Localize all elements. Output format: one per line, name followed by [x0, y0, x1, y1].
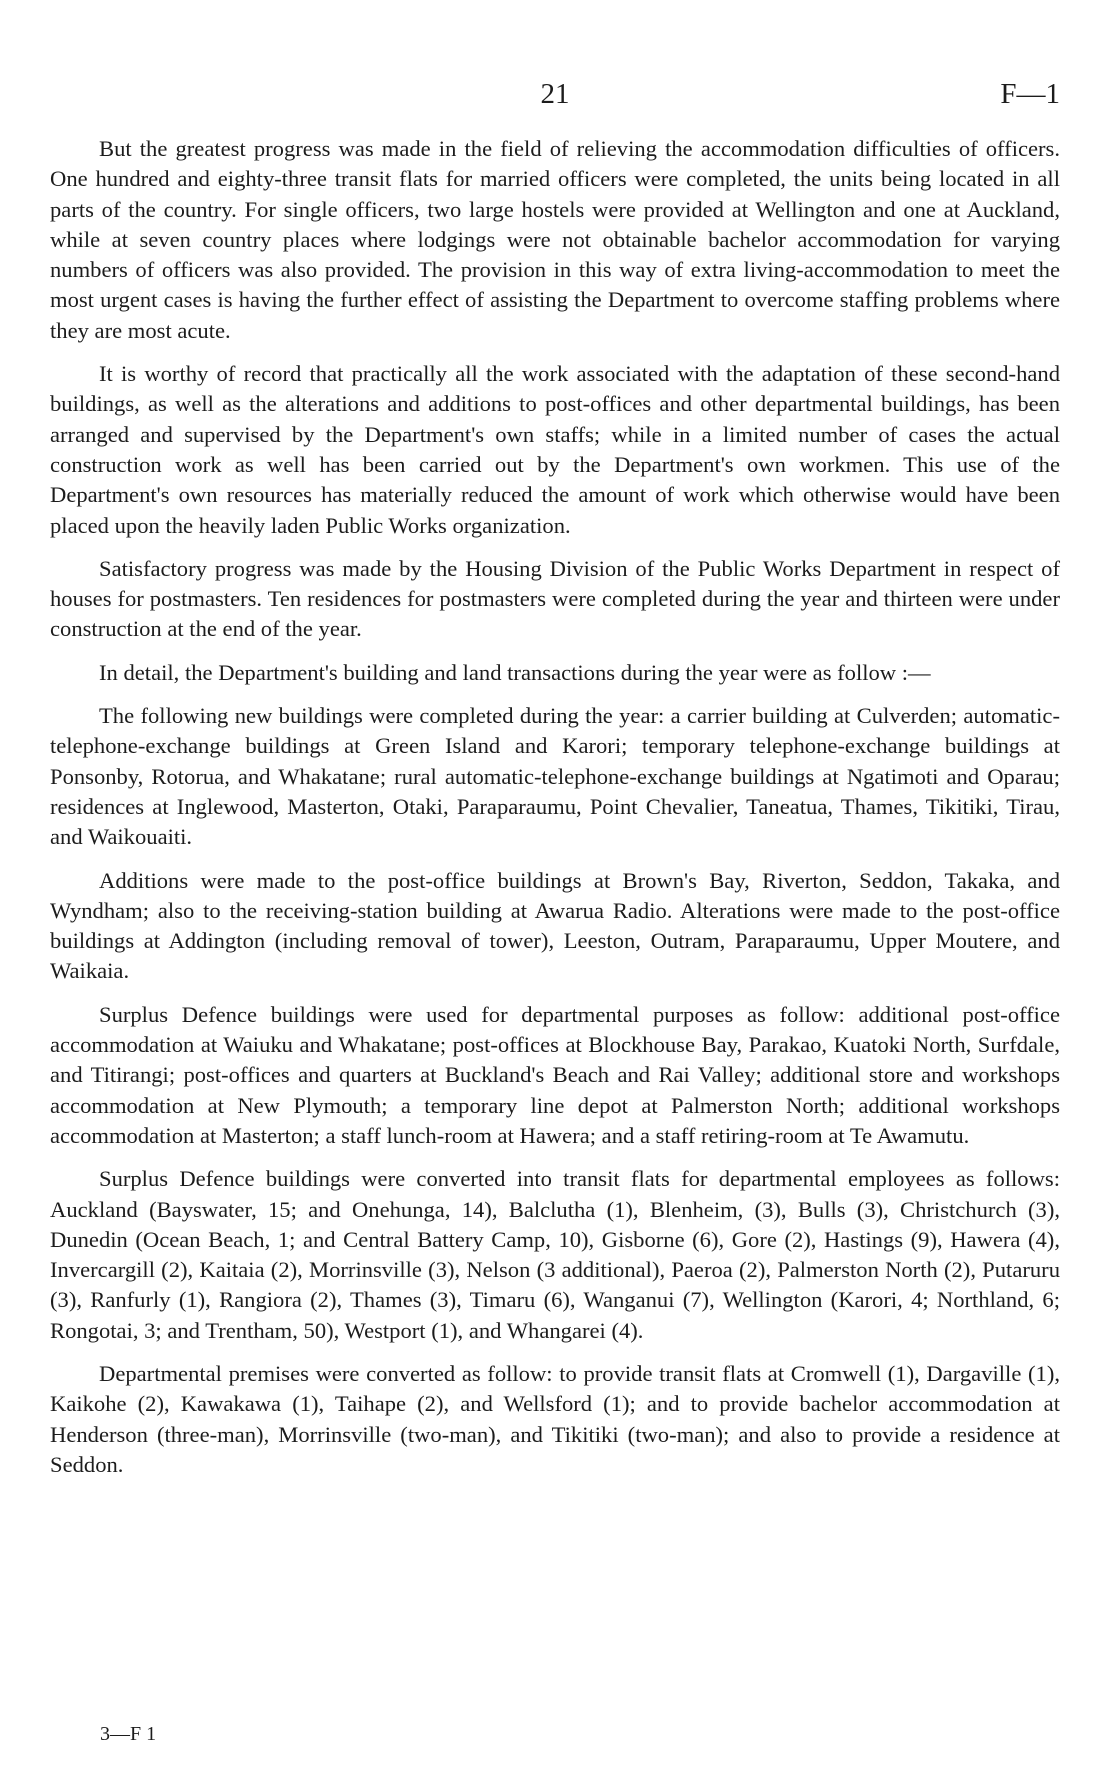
paragraph-departmental-staff-work: It is worthy of record that practically all the work associated with the adaptation of these second-hand buildings, as well as the alterations and additions to post-offices and other departmental buildings, has been arranged and supervised by the Department's own staffs; while in a limited number of cases the actual construction work as well has been carried out by the Department's own workmen. This use of the Department's own resources has materially reduced the amount of work which otherwise would have been placed upon the heavily laden Public Works organization. [50, 361, 1060, 538]
paragraph-surplus-defence-transit-flats: Surplus Defence buildings were converted into transit flats for departmental employees as follows: Auckland (Bayswater, 15; and Onehunga, 14), Balclutha (1), Blenheim, (3), Bulls (3), Christchurch (3), Dunedin (Ocean Beach, 1; and Central Battery Camp, 10), Gisborne (6), Gore (2), Hastings (9), Hawera (4), Invercargill (2), Kaitaia (2), Morrinsville (3), Nelson (3 additional), Paeroa (2), Palmerston North (2), Putaruru (3), Ranfurly (1), Rangiora (2), Thames (3), Timaru (6), Wanganui (7), Wellington (Karori, 4; Northland, 6; Rongotai, 3; and Trentham, 50), Westport (1), and Whangarei (4). [50, 1166, 1060, 1343]
paragraph-additions-alterations: Additions were made to the post-office buildings at Brown's Bay, Riverton, Seddon, Takaka, and Wyndham; also to the receiving-station building at Awarua Radio. Alterations were made to the post-office buildings at Addington (including removal of tower), Leeston, Outram, Paraparaumu, Upper Moutere, and Waikaia. [50, 867, 1060, 984]
body-text [50, 134, 1060, 1493]
paragraph-transactions-intro: In detail, the Department's building and land transactions during the year were as follow :— [99, 659, 931, 685]
document-code: F—1 [1000, 78, 1060, 110]
paragraph-surplus-defence-departmental: Surplus Defence buildings were used for departmental purposes as follow: additional post-office accommodation at Waiuku and Whakatane; post-offices at Blockhouse Bay, Parakao, Kuatoki North, Surfdale, and Titirangi; post-offices and quarters at Buckland's Beach and Rai Valley; additional store and workshops accommodation at New Plymouth; a temporary line depot at Palmerston North; additional workshops accommodation at Masterton; a staff lunch-room at Hawera; and a staff retiring-room at Te Awamutu. [50, 1001, 1060, 1148]
paragraph-premises-converted: Departmental premises were converted as follow: to provide transit flats at Cromwell (1), Dargaville (1), Kaikohe (2), Kawakawa (1), Taihape (2), and Wellsford (1); and to provide bachelor accommodation at Henderson (three-man), Morrinsville (two-man), and Tikitiki (two-man); and also to provide a residence at Seddon. [50, 1360, 1060, 1477]
page-number: 21 [540, 78, 570, 110]
paragraph-housing-division: Satisfactory progress was made by the Housing Division of the Public Works Department in respect of houses for postmasters. Ten residences for postmasters were completed during the year and thirteen were under construction at the end of the year. [50, 555, 1060, 642]
paragraph-new-buildings: The following new buildings were completed during the year: a carrier building at Culverden; automatic-telephone-exchange buildings at Green Island and Karori; temporary telephone-exchange buildings at Ponsonby, Rotorua, and Whakatane; rural automatic-telephone-exchange buildings at Ngatimoti and Oparau; residences at Inglewood, Masterton, Otaki, Paraparaumu, Point Chevalier, Taneatua, Thames, Tikitiki, Tirau, and Waikouaiti. [50, 703, 1060, 850]
paragraph-accommodation: But the greatest progress was made in the field of relieving the accommodation difficulties of officers. One hundred and eighty-three transit flats for married officers were completed, the units being located in all parts of the country. For single officers, two large hostels were provided at Wellington and one at Auckland, while at seven country places where lodgings were not obtainable bachelor accommodation for varying numbers of officers was also provided. The provision in this way of extra living-accommodation to meet the most urgent cases is having the further effect of assisting the Department to overcome staffing problems where they are most acute. [50, 136, 1060, 343]
page-header [50, 78, 1060, 118]
printer-signature: 3—F 1 [100, 1723, 157, 1745]
